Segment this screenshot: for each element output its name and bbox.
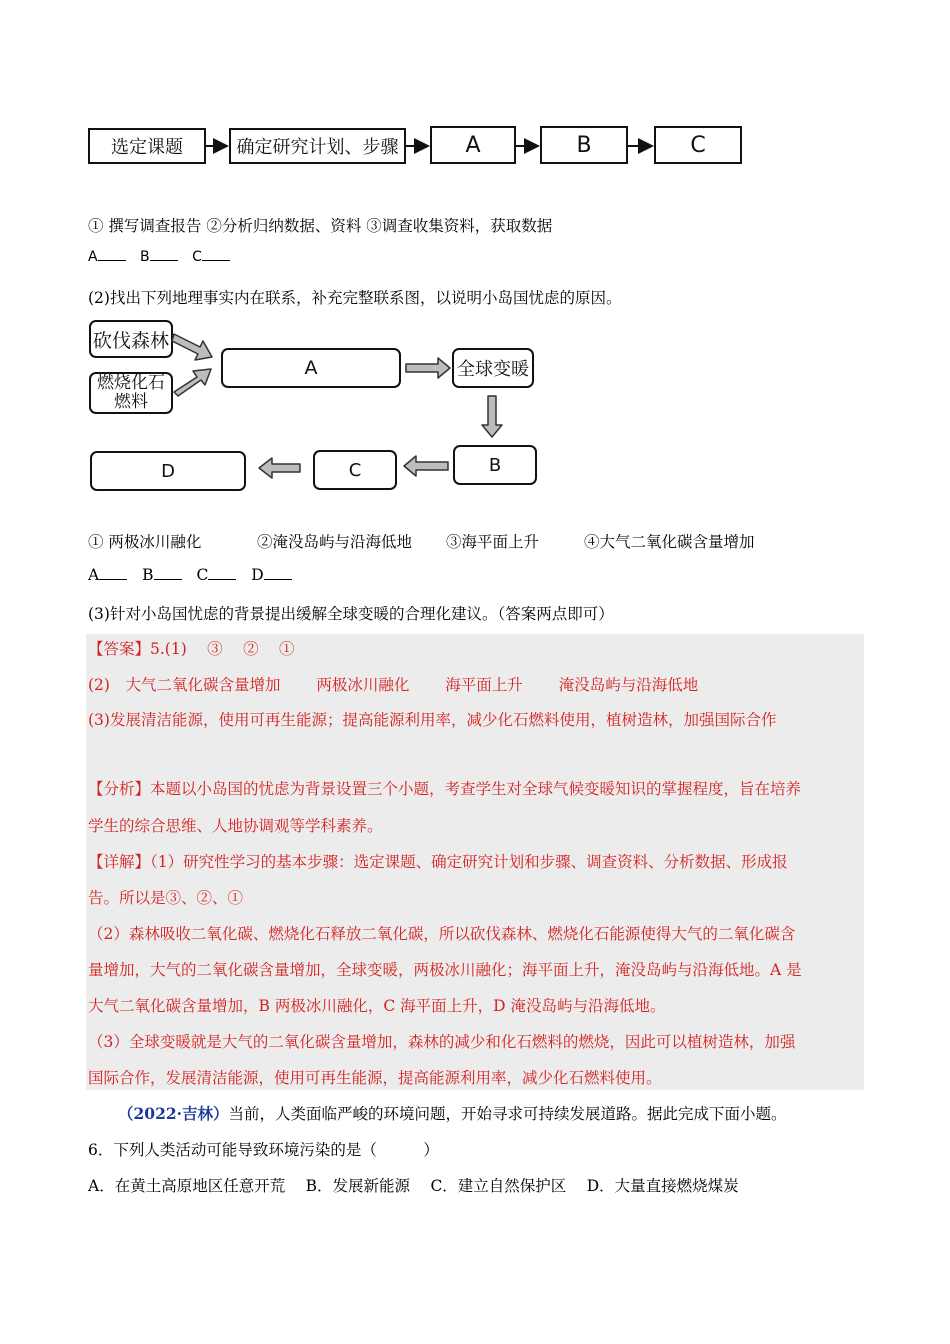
detail-line-5: 大气二氧化碳含量增加，B 两极冰川融化，C 海平面上升，D 淹没岛屿与沿海低地。 [88,997,666,1015]
diagram-box-a: A [221,348,401,388]
q2-option-3: ③海平面上升 [446,533,540,551]
diagram-box-c: C [313,450,397,490]
q2-options [88,530,755,552]
q1-blank-c-label: C [192,249,202,265]
question-6-stem: 6．下列人类活动可能导致环境污染的是（ ） [88,1141,439,1159]
question-source: （2022·吉林） [118,1104,229,1123]
question-6-choices: A．在黄土高原地区任意开荒 B．发展新能源 C．建立自然保护区 D．大量直接燃烧煤炭 [88,1177,739,1195]
q2-blank-b-label: B [142,566,154,584]
q2-blank-c-label: C [196,566,209,584]
q2-blank-d-label: D [251,566,264,584]
diagram-box-warming: 全球变暖 [452,348,534,388]
q1-options: ① 撰写调查报告 ②分析归纳数据、资料 ③调查收集资料，获取数据 [88,217,553,235]
diagram-burn-fossil-label: 燃烧化石燃料 [97,373,165,412]
q2-blank-a-label: A [88,566,100,584]
detail-line-3: （2）森林吸收二氧化碳、燃烧化石释放二氧化碳，所以砍伐森林、燃烧化石能源使得大气的二氧化碳含 [88,925,796,943]
flow-box-c: C [654,126,742,164]
analysis-line-1: 【分析】本题以小岛国的忧虑为背景设置三个小题，考查学生对全球气候变暖知识的掌握程度，旨在培养 [88,780,802,798]
q3-stem: (3)针对小岛国忧虑的背景提出缓解全球变暖的合理化建议。（答案两点即可） [88,605,614,623]
q2-option-1: ① 两极冰川融化 [88,533,202,551]
arrow-c-to-d [259,458,300,478]
q2-option-2: ②淹没岛屿与沿海低地 [257,533,413,551]
flow-box-a: A [430,126,516,164]
analysis-line-2: 学生的综合思维、人地协调观等学科素养。 [88,817,383,835]
detail-line-4: 量增加，大气的二氧化碳含量增加，全球变暖，两极冰川融化；海平面上升，淹没岛屿与沿海低地。A 是 [88,961,802,979]
flow-box-b: B [540,126,628,164]
q1-blanks [88,248,240,265]
question-intro-text: 当前，人类面临严峻的环境问题，开始寻求可持续发展道路。据此完成下面小题。 [228,1105,787,1123]
detail-line-1: 【详解】（1）研究性学习的基本步骤：选定课题、确定研究计划和步骤、调查资料、分析数据、形成报 [88,853,788,871]
next-question-intro [118,1102,787,1124]
arrow-fossil-to-a [174,369,211,396]
q1-blank-a-label: A [88,249,98,265]
answer-line-1: 【答案】5.(1) ③ ② ① [88,640,295,658]
diagram-box-burn-fossil [89,372,173,414]
detail-line-2: 告。所以是③、②、① [88,889,244,907]
arrow-warming-to-b [482,396,502,437]
q2-option-4: ④大气二氧化碳含量增加 [584,533,755,551]
detail-line-7: 国际合作，发展清洁能源，使用可再生能源，提高能源利用率，减少化石燃料使用。 [88,1069,662,1087]
answer-line-2: (2) 大气二氧化碳含量增加 两极冰川融化 海平面上升 淹没岛屿与沿海低地 [88,676,699,694]
answer-line-3: (3)发展清洁能源，使用可再生能源；提高能源利用率，减少化石燃料使用，植树造林，加强国际合作 [88,711,777,729]
q1-blank-b-label: B [140,249,150,265]
flow-box-plan: 确定研究计划、步骤 [229,128,406,164]
q2-blanks [88,566,302,584]
arrow-a-to-warming [406,358,450,378]
flow-arrows [0,0,950,200]
flow-box-topic: 选定课题 [88,128,206,164]
q2-stem: (2)找出下列地理事实内在联系，补充完整联系图，以说明小岛国忧虑的原因。 [88,289,622,307]
diagram-box-d: D [90,451,246,491]
diagram-box-b: B [453,445,537,485]
diagram-box-cut-forest: 砍伐森林 [89,320,173,358]
arrow-b-to-c [404,456,448,476]
detail-line-6: （3）全球变暖就是大气的二氧化碳含量增加，森林的减少和化石燃料的燃烧，因此可以植树造林，加强 [88,1033,796,1051]
arrow-forest-to-a [172,334,212,360]
